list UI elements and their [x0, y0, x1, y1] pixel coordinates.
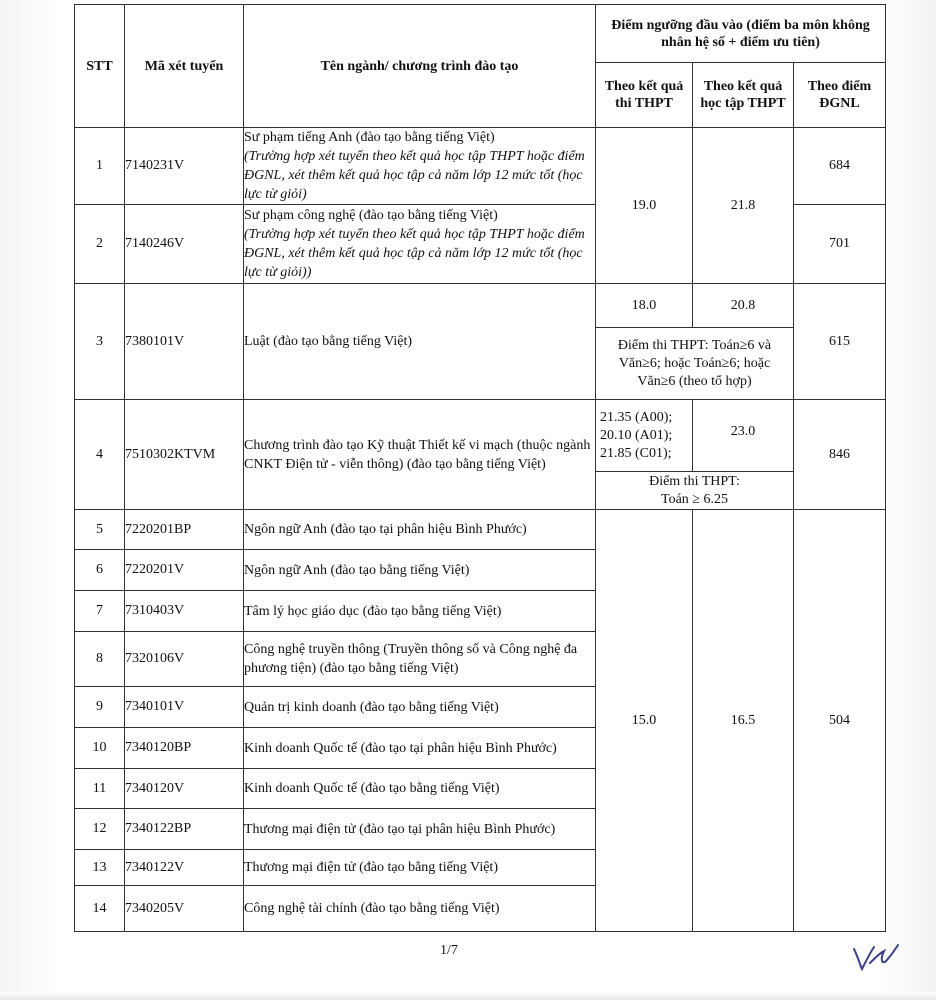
merged-thpt-score: 19.0	[596, 128, 693, 284]
row-program-name: Công nghệ tài chính (đào tạo bằng tiếng Việt)	[244, 886, 596, 932]
header-thpt-exam: Theo kết quả thi THPT	[596, 63, 693, 128]
row-code: 7340122V	[125, 850, 244, 886]
row-stt: 13	[75, 850, 125, 886]
row-program-name: Chương trình đào tạo Kỹ thuật Thiết kế vi mạch (thuộc ngành CNKT Điện tử - viễn thông) (đào tạo bằng tiếng Việt)	[244, 400, 596, 510]
row-stt: 4	[75, 400, 125, 510]
program-title: Sư phạm tiếng Anh (đào tạo bằng tiếng Việt)	[244, 130, 495, 145]
header-code: Mã xét tuyển	[125, 5, 244, 128]
merged-thpt-score: 15.0	[596, 510, 693, 932]
handwritten-signature	[850, 935, 910, 975]
score-a00: 21.35 (A00);	[600, 409, 673, 425]
row-code: 7340101V	[125, 687, 244, 728]
row-code: 7140231V	[125, 128, 244, 205]
row-code: 7340120V	[125, 769, 244, 809]
row-program-name: Ngôn ngữ Anh (đào tạo bằng tiếng Việt)	[244, 550, 596, 591]
row-code: 7220201BP	[125, 510, 244, 550]
row-stt: 3	[75, 284, 125, 400]
row-dgnl-score: 615	[794, 284, 886, 400]
row-code: 7340205V	[125, 886, 244, 932]
row-program-name	[244, 128, 596, 205]
row-stt: 14	[75, 886, 125, 932]
row-code: 7510302KTVM	[125, 400, 244, 510]
row-stt: 2	[75, 205, 125, 284]
row-code: 7310403V	[125, 591, 244, 632]
merged-dgnl-score: 504	[794, 510, 886, 932]
row-dgnl-score: 846	[794, 400, 886, 510]
row-program-name: Tâm lý học giáo dục (đào tạo bằng tiếng Việt)	[244, 591, 596, 632]
page-number: 1/7	[440, 943, 458, 958]
row-condition: Điểm thi THPT: Toán ≥ 6.25	[596, 472, 794, 510]
row-program-name	[244, 205, 596, 284]
program-note: (Trường hợp xét tuyển theo kết quả học tập THPT hoặc điểm ĐGNL, xét thêm kết quả học tập cả năm lớp 12 mức tốt (học lực từ giỏi)	[244, 149, 585, 202]
row-study-score: 23.0	[693, 400, 794, 472]
header-dgnl: Theo điểm ĐGNL	[794, 63, 886, 128]
table-row	[75, 284, 886, 328]
merged-study-score: 16.5	[693, 510, 794, 932]
row-program-name: Kinh doanh Quốc tế (đào tạo bằng tiếng Việt)	[244, 769, 596, 809]
score-a01: 20.10 (A01);	[600, 427, 673, 443]
scan-edge	[0, 992, 936, 1000]
row-stt: 11	[75, 769, 125, 809]
header-threshold: Điểm ngưỡng đầu vào (điểm ba môn không nhân hệ số + điểm ưu tiên)	[596, 5, 886, 63]
row-code: 7340120BP	[125, 728, 244, 769]
row-stt: 9	[75, 687, 125, 728]
row-stt: 10	[75, 728, 125, 769]
merged-study-score: 21.8	[693, 128, 794, 284]
header-program: Tên ngành/ chương trình đào tạo	[244, 5, 596, 128]
header-stt: STT	[75, 5, 125, 128]
row-thpt-score: 18.0	[596, 284, 693, 328]
row-code: 7380101V	[125, 284, 244, 400]
row-code: 7140246V	[125, 205, 244, 284]
row-stt: 6	[75, 550, 125, 591]
table-row	[75, 128, 886, 205]
row-condition: Điểm thi THPT: Toán≥6 và Văn≥6; hoặc Toán≥6; hoặc Văn≥6 (theo tổ hợp)	[596, 328, 794, 400]
admission-threshold-table	[74, 4, 886, 932]
row-program-name: Kinh doanh Quốc tế (đào tạo tại phân hiệu Bình Phước)	[244, 728, 596, 769]
table-row	[75, 400, 886, 472]
row-stt: 1	[75, 128, 125, 205]
row-dgnl-score: 684	[794, 128, 886, 205]
row-stt: 7	[75, 591, 125, 632]
row-stt: 5	[75, 510, 125, 550]
program-note: (Trường hợp xét tuyển theo kết quả học tập THPT hoặc điểm ĐGNL, xét thêm kết quả học tập cả năm lớp 12 mức tốt (học lực từ giỏi))	[244, 227, 585, 280]
row-program-name: Luật (đào tạo bằng tiếng Việt)	[244, 284, 596, 400]
row-code: 7340122BP	[125, 809, 244, 850]
row-stt: 12	[75, 809, 125, 850]
row-code: 7220201V	[125, 550, 244, 591]
program-title: Sư phạm công nghệ (đào tạo bằng tiếng Việt)	[244, 208, 498, 223]
row-stt: 8	[75, 632, 125, 687]
row-program-name: Thương mại điện tử (đào tạo tại phân hiệu Bình Phước)	[244, 809, 596, 850]
row-program-name: Quản trị kinh doanh (đào tạo bằng tiếng Việt)	[244, 687, 596, 728]
row-dgnl-score: 701	[794, 205, 886, 284]
score-c01: 21.85 (C01);	[600, 445, 672, 461]
row-program-name: Ngôn ngữ Anh (đào tạo tại phân hiệu Bình Phước)	[244, 510, 596, 550]
row-program-name: Công nghệ truyền thông (Truyền thông số và Công nghệ đa phương tiện) (đào tạo bằng tiếng Việt)	[244, 632, 596, 687]
row-thpt-scores	[596, 400, 693, 472]
header-study-record: Theo kết quả học tập THPT	[693, 63, 794, 128]
row-code: 7320106V	[125, 632, 244, 687]
row-program-name: Thương mại điện tử (đào tạo bằng tiếng Việt)	[244, 850, 596, 886]
row-study-score: 20.8	[693, 284, 794, 328]
table-row	[75, 510, 886, 550]
